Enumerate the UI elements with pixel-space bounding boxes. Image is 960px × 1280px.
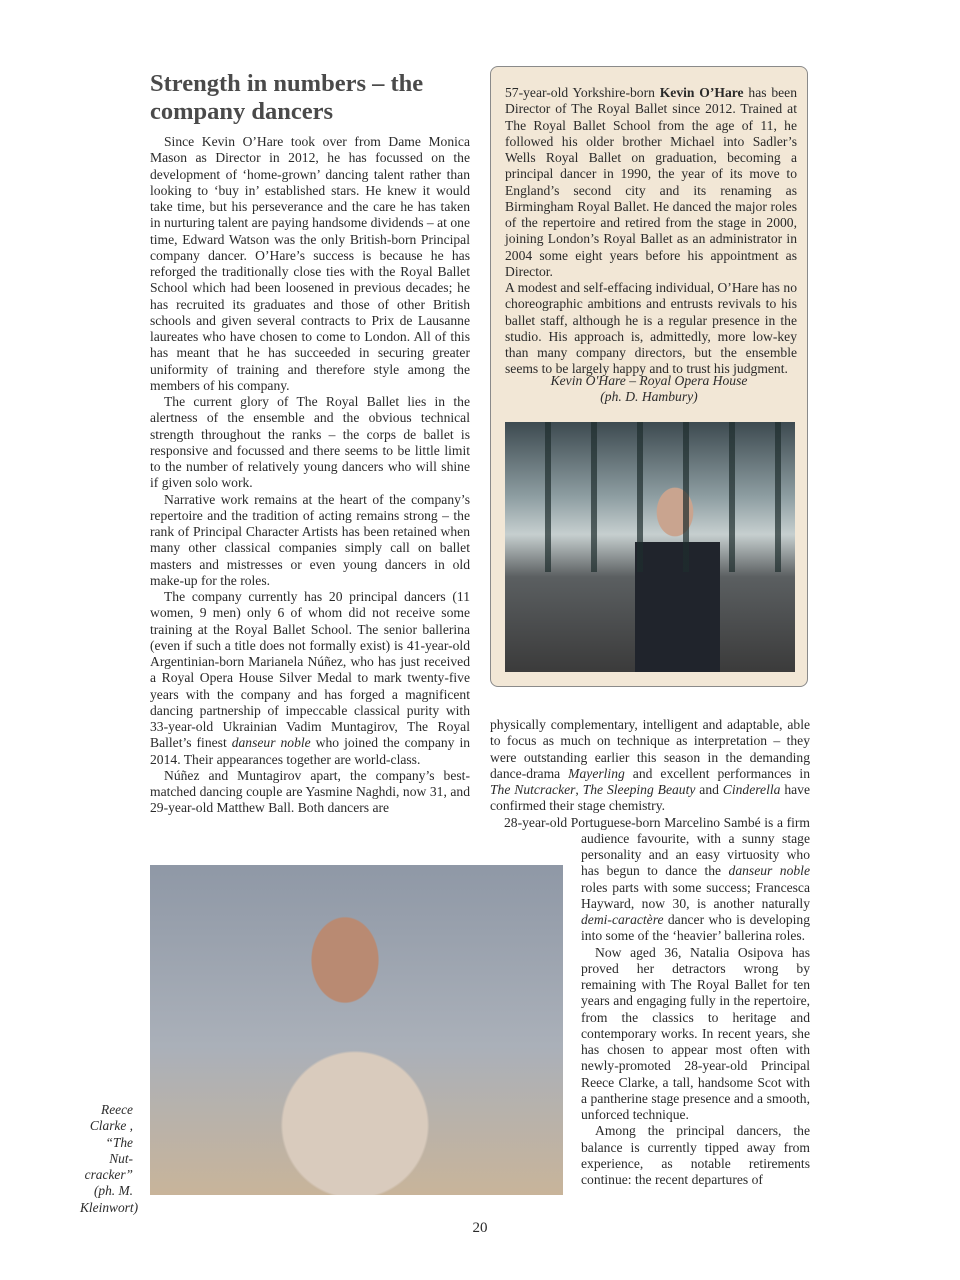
sidebar-text xyxy=(505,85,797,378)
italic-title: Mayerling xyxy=(568,765,625,781)
reece-clarke-photo xyxy=(150,865,563,1195)
page-number: 20 xyxy=(472,1220,488,1236)
director-sidebar-box xyxy=(490,66,808,687)
text-run: and excellent performances in xyxy=(624,765,810,781)
italic-term: demi-caractère xyxy=(581,912,664,927)
text-run: , xyxy=(575,782,583,797)
paragraph: Since Kevin O’Hare took over from Dame Monica Mason as Director in 2012, he has focussed on the development of ‘home-grown’ dancing talent rather than looking to ‘buy in’ established stars. He knew it would take time, but his perseverance and the care he has taken in nurturing talent are paying handsome dividends – at one time, Edward Watson was the only British-born Principal company dancer. O’Hare’s success is because he has reforged the traditionally close ties with the Royal Ballet School which had been loosened in previous decades; he has recruited its graduates and those of other British schools and given several contracts to Prix de Lausanne laureates who have chosen to come to London. All of this has meant that he has succeeded in securing greater uniformity of training and therefore style among the members of his company. xyxy=(150,134,470,393)
paragraph: Narrative work remains at the heart of the company’s repertoire and the tradition of acting remains strong – the rank of Principal Character Artists has been retained when many other classical companies simply call on ballet masters and mistresses or even young dancers in old make-up for the roles. xyxy=(150,491,470,588)
italic-term: danseur noble xyxy=(728,863,810,879)
text-run: have confirmed their stage chemistry. xyxy=(490,782,810,814)
paragraph xyxy=(150,589,470,768)
paragraph: Núñez and Muntagirov apart, the company’s best-matched dancing couple are Yasmine Naghdi, now 31, and 29-year-old Matthew Ball. Both dancers are xyxy=(150,767,470,816)
caption-line: Kevin O'Hare – Royal Opera House xyxy=(550,373,748,388)
text-run: The company currently has 20 principal dancers (11 women, 9 men) only 6 of whom did not receive some training at the Royal Ballet School. The senior ballerina (even if such a title does not formally exist) is 41-year-old Argentinian-born Marianela Núñez, who has just received a Royal Opera House Silver Medal to mark twenty-five years with the company and has forged a magnificent dancing partnership of impeccable classical purity with 33-year-old Ukrainian Vadim Muntagirov, The Royal Ballet’s finest xyxy=(150,589,470,751)
bold-name: Kevin O’Hare xyxy=(659,85,744,100)
italic-title: The Sleeping Beauty xyxy=(582,782,696,797)
paragraph xyxy=(490,717,810,815)
paragraph: Now aged 36, Natalia Osipova has proved her detractors wrong by remaining with The Royal Ballet for ten years and engaging fully in the repertoire, from the classics to heritage and contemporary works. In recent years, she has chosen to appear most often with newly-promoted 28-year-old Principal Reece Clarke, a tall, handsome Scot with a pantherine stage presence and a smooth, unforced technique. xyxy=(581,944,810,1122)
photo-caption: Reece Clarke , “The Nut-cracker” (ph. M. Kleinwort) xyxy=(80,1102,139,1215)
article-heading: Strength in numbers – the company dancers xyxy=(150,70,424,125)
text-run: has been Director of The Royal Ballet since 2012. Trained at The Royal Ballet School from the age of 11, he followed his older brother Michael into Sadler’s Wells Royal Ballet on graduation, becoming a principal dancer in 1990, the year of its move to England’s second city and its renaming as Birmingham Royal Ballet. He danced the major roles of the repertoire and retired from the stage in 2000, joining London’s Royal Ballet as an administrator in 2004 some eight years before his appointment as Director. xyxy=(505,85,797,279)
paragraph: Among the principal dancers, the balance is currently tipped away from experience, as notable retirements continue: the recent departures of xyxy=(581,1123,810,1187)
text-run: physically complementary, intelligent and adaptable, able to focus as much on technique as interpretation – they were outstanding earlier this season in the demanding dance-drama xyxy=(490,717,810,781)
paragraph: A modest and self-effacing individual, O’Hare has no choreographic ambitions and entrusts revivals to his ballet staff, although he is a regular presence in the studio. His approach is, admittedly, more low-key than many company directors, but the ensemble seems to be largely happy and to trust his judgment. xyxy=(505,280,797,377)
italic-title: The Nutcracker xyxy=(490,782,576,797)
text-run: roles parts with some success; Francesca Hayward, now 30, is another naturally xyxy=(581,879,810,911)
text-run: and xyxy=(695,782,723,797)
text-run: 28-year-old Portuguese-born Marcelino Sambé is a firm audience favourite, with a sunny stage personality and an easy virtuosity who has begun to dance the xyxy=(504,814,810,879)
kevin-ohare-photo xyxy=(505,422,795,672)
sidebar-photo-caption xyxy=(491,373,807,405)
left-column xyxy=(150,134,470,817)
text-run: dancer who is developing into some of the ‘heavier’ ballerina roles. xyxy=(581,912,810,944)
paragraph: The current glory of The Royal Ballet lies in the alertness of the ensemble and the obvious technical strength throughout the ranks – the corps de ballet is responsive and focussed and there seems to be little limit to the number of relatively young dancers who will shine if given solo work. xyxy=(150,394,470,491)
caption-credit: (ph. D. Hambury) xyxy=(600,389,698,404)
paragraph xyxy=(505,85,797,280)
italic-term: danseur noble xyxy=(231,735,311,751)
text-run: who joined the company in 2014. Their appearances together are world-class. xyxy=(150,735,471,767)
text-run: 57-year-old Yorkshire-born xyxy=(505,85,660,100)
italic-title: Cinderella xyxy=(722,782,781,797)
